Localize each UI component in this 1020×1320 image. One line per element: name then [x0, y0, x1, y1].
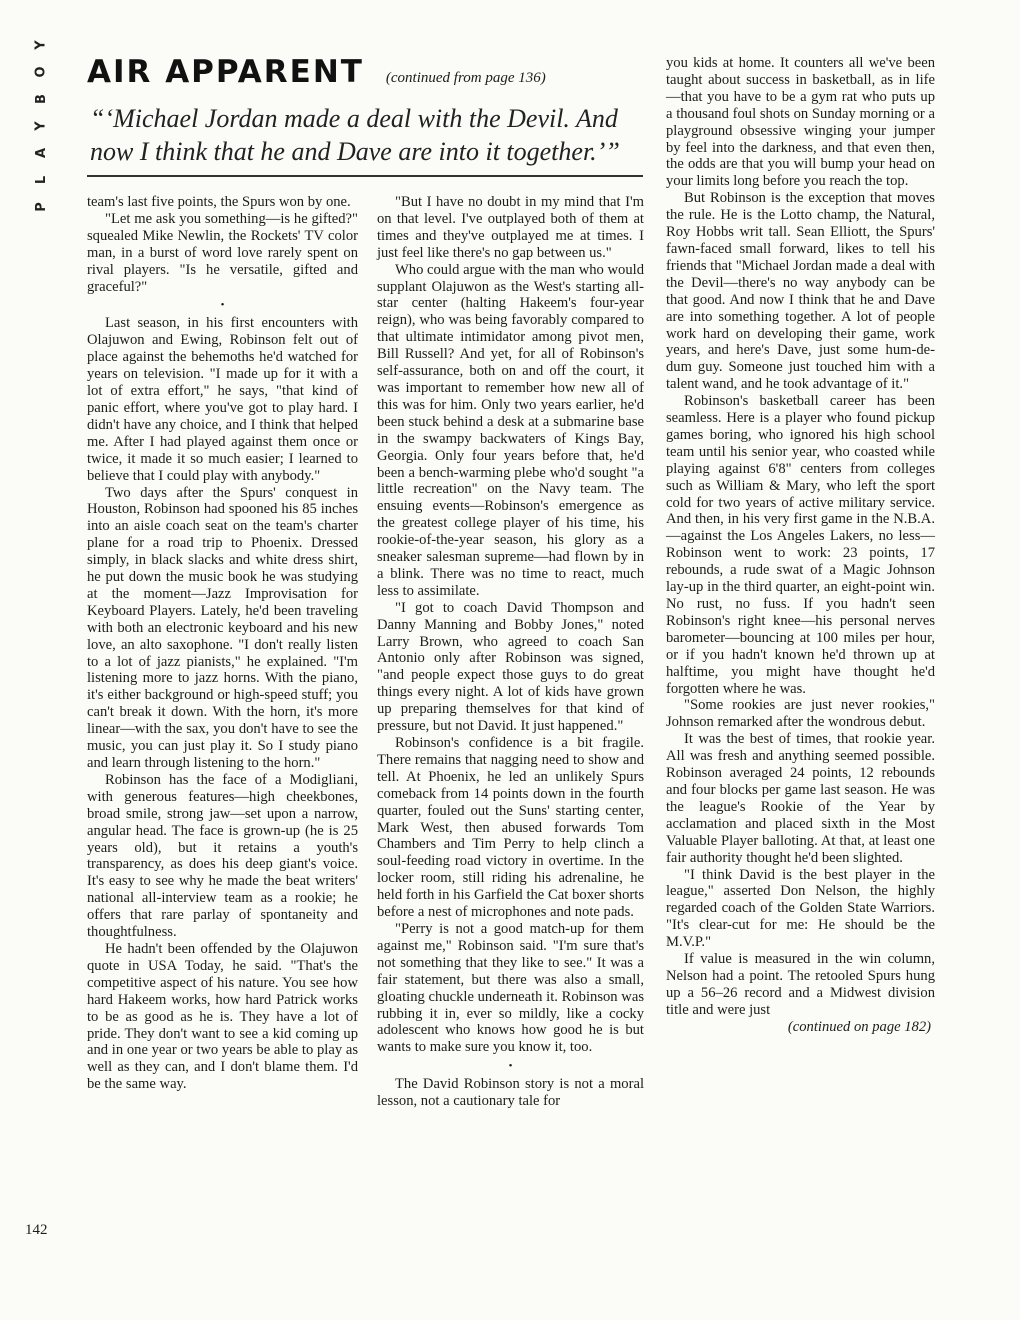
spine-letter: B — [33, 94, 49, 104]
paragraph: "But I have no doubt in my mind that I'm on that level. I've outplayed both of them at times and they've outplayed me at times. I just feel like there's no gap between us." — [377, 194, 644, 261]
paragraph: "Perry is not a good match-up for them against me," Robinson said. "I'm sure that's not something that they like to see." It was a fair statement, but there was also a small, gloating chuckle underneath it. Robinson was rubbing it in, ever so mildly, like a cocky adolescent who knows how good he is but wants to make sure you know it, too. — [377, 920, 644, 1056]
text-column-2 — [377, 194, 644, 1244]
article-headline: AIR APPARENT — [87, 54, 364, 90]
paragraph: Robinson's basketball career has been seamless. Here is a player who found pickup games boring, who ignored his high school team until his senior year, who coasted while playing against 6'8" centers from colleges such as William & Mary, who left the sport cold for two years of active military service. And then, in his very first game in the N.B.A.—against the Los Angeles Lakers, no less—Robinson went to work: 23 points, 17 rebounds, a rude swat of a Magic Johnson lay-up in the third quarter, an eight-point win. No rust, no fuss. If you hadn't seen Robinson's right knee—his personal nerves barometer—bouncing at 100 miles per hour, or if you hadn't known he'd thrown up at halftime, you might have thought he'd forgotten where he was. — [666, 393, 935, 697]
paragraph: you kids at home. It counters all we've been taught about success in basketball, as in life—that you have to be a gym rat who puts up a thousand foul shots on Sunday morning or a playground obsessive winging your jumper by feel into the darkness, and that even then, the odds are that you will bump your head on your limits long before you reach the top. — [666, 55, 935, 190]
paragraph: team's last five points, the Spurs won by one. — [87, 194, 351, 210]
paragraph: Two days after the Spurs' conquest in Houston, Robinson had spooned his 85 inches into an aisle coach seat on the team's charter plane for a road trip to Phoenix. Dressed simply, in black slacks and white dress shirt, he put down the music book he was studying at the moment—Jazz Improvisation for Keyboard Players. Lately, he'd been traveling with both an electronic keyboard and his new love, an alto saxophone. "I don't really listen to a lot of jazz pianists," he explained. "I'm listening more to jazz horns. With the piano, it's either background or high-speed stuff; you can't break it down. With the horn, it's more linear—with the sax, you don't have to see the music, you can just play it. So I study piano and learn through listening to the horn." — [87, 484, 358, 771]
paragraph: The David Robinson story is not a moral lesson, not a cautionary tale for — [377, 1076, 644, 1110]
text-column-1 — [87, 194, 358, 1244]
continued-to-note: (continued on page 182) — [787, 1018, 931, 1035]
spine-letter: Y — [33, 40, 49, 50]
section-break-bullet: • — [508, 1060, 513, 1073]
paragraph: "I got to coach David Thompson and Danny Manning and Bobby Jones," noted Larry Brown, who agreed to coach San Antonio only after Robinson was signed, "and people expect those guys to do great things every night. A lot of kids have grown up preparing themselves for that kind of pressure, but not David. It just happened." — [377, 599, 644, 735]
spine-letter: Y — [33, 121, 49, 131]
paragraph: "I think David is the best player in the league," asserted Don Nelson, the highly regarded coach of the Golden State Warriors. "It's clear-cut for me: He should be the M.V.P." — [666, 866, 935, 951]
spine-letter: A — [34, 147, 49, 159]
paragraph: Who could argue with the man who would supplant Olajuwon as the West's starting all-star center (halting Hakeem's four-year reign), who was being favorably compared to that ultimate intimidator among pivot men, Bill Russell? And yet, for all of Robinson's self-assurance, both on and off the court, it was important to remember how new all of this was for him. Only two years earlier, he'd been stuck behind a desk at a submarine base in the swampy backwaters of Kings Bay, Georgia. Only four years before that, he'd been a bench-warming plebe who'd sought "a little recreation" on the Navy team. The ensuing events—Robinson's emergence as the greatest college player of his time, his rookie-of-the-year season, his glory as a sneaker salesman supreme—had flown by in a blink. There was no time to react, much less to assimilate. — [377, 261, 644, 599]
paragraph: If value is measured in the win column, Nelson had a point. The retooled Spurs hung up a 56–26 record and a Midwest division title and were just — [666, 951, 935, 1018]
paragraph: But Robinson is the exception that moves the rule. He is the Lotto champ, the Natural, Roy Hobbs writ tall. Sean Elliott, the Spurs' fawn-faced small forward, likes to tell his friends that "Michael Jordan made a deal with the Devil—there's no way anybody can be that good. And now I think that he and Dave are into something together. A lot of people work hard on developing their game, work years, and here's Dave, just some hum-de-dum guy. Someone just touched him with a talent wand, and he took advantage of it." — [666, 190, 935, 393]
magazine-spine-label — [22, 38, 62, 214]
continued-from-note: (continued from page 136) — [385, 70, 546, 86]
paragraph: Last season, in his first encounters with Olajuwon and Ewing, Robinson felt out of place against the behemoths he'd watched for years on television. "I made up for it with a lot of extra effort," he says, "that kind of panic effort, where you've got to play hard. I didn't have any choice, and I think that helped me. After I had played against them once or twice, it made it so much easier; I learned to believe that I could play with anybody." — [87, 315, 358, 484]
spine-letter: P — [34, 202, 49, 212]
paragraph: "Let me ask you something—is he gifted?" squealed Mike Newlin, the Rockets' TV color man, in a burst of word love rarely spent on rival players. "Is he versatile, gifted and graceful?" — [87, 210, 358, 295]
pull-quote-rule — [87, 175, 643, 177]
section-break-bullet: • — [220, 299, 225, 312]
paragraph: "Some rookies are just never rookies," Johnson remarked after the wondrous debut. — [666, 697, 935, 731]
text-column-3 — [666, 55, 935, 1267]
paragraph: He hadn't been offended by the Olajuwon quote in USA Today, he said. "That's the competitive aspect of his nature. You see how hard Hakeem works, how hard Patrick works to be as good as he is. They have a lot of pride. They don't want to see a kid coming up and in one year or two years be able to play as well as they can, and I don't blame them. I'd be the same way. — [87, 940, 358, 1093]
paragraph: Robinson's confidence is a bit fragile. There remains that nagging need to show and tell. At Phoenix, he led an unlikely Spurs comeback from 14 points down in the fourth quarter, fouled out the Suns' starting center, Mark West, then abused forwards Tom Chambers and Tim Perry to help clinch a soul-feeding road victory in overtime. In the locker room, still riding his adrenaline, he held forth in his Garfield the Cat boxer shorts before a nest of microphones and note pads. — [377, 735, 644, 921]
headline-row — [87, 54, 647, 90]
page-number: 142 — [25, 1222, 48, 1238]
paragraph: It was the best of times, that rookie year. All was fresh and anything seemed possible. Robinson averaged 24 points, 12 rebounds and four blocks per game last season. He was the league's Rookie of the Year by acclamation and placed sixth in the Most Valuable Player balloting. At that, at least one fair authority thought he'd been slighted. — [666, 731, 935, 866]
pull-quote: “‘Michael Jordan made a deal with the Devil. And now I think that he and Dave are into it together.’” — [90, 104, 620, 166]
paragraph: Robinson has the face of a Modigliani, with generous features—high cheekbones, broad smile, strong jaw—set upon a narrow, angular head. The face is grown-up (he is 25 years old), but it retains a youth's transparency, as does his deep giant's voice. It's easy to see why he made the beat writers' national all-interview team as a rookie; he offers that rare parlay of spontaneity and thoughtfulness. — [87, 771, 358, 941]
spine-letter: O — [34, 66, 49, 78]
spine-letter: L — [33, 175, 49, 185]
